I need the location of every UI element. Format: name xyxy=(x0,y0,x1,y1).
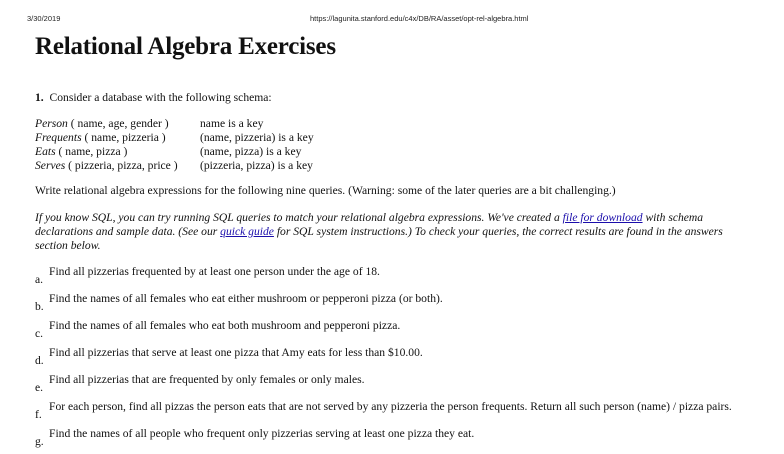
query-label: d. xyxy=(35,354,44,367)
schema-row xyxy=(35,131,314,145)
print-url: https://lagunita.stanford.edu/c4x/DB/RA/asset/opt-rel-algebra.html xyxy=(310,14,529,23)
query-text: Find the names of all people who frequent only pizzerias serving at least one pizza they eat. xyxy=(49,427,475,440)
file-download-link[interactable]: file for download xyxy=(562,211,643,224)
query-item xyxy=(35,373,775,400)
query-text: Find all pizzerias that serve at least one pizza that Amy eats for less than $10.00. xyxy=(49,346,423,359)
print-date: 3/30/2019 xyxy=(27,14,61,23)
relation-attrs: ( name, age, gender ) xyxy=(67,117,169,130)
schema-row xyxy=(35,159,314,173)
query-text: Find all pizzerias frequented by at least one person under the age of 18. xyxy=(49,265,380,278)
schema-table xyxy=(35,117,314,173)
relation-key: (name, pizza) is a key xyxy=(200,145,302,158)
question-number: 1. xyxy=(35,91,44,104)
relation-key: (name, pizzeria) is a key xyxy=(200,131,314,144)
page-title: Relational Algebra Exercises xyxy=(35,33,336,60)
query-item xyxy=(35,346,775,373)
relation-attrs: ( name, pizzeria ) xyxy=(81,131,166,144)
schema-row xyxy=(35,117,314,131)
quick-guide-link[interactable]: quick guide xyxy=(220,225,274,238)
query-label: c. xyxy=(35,327,44,340)
question-text: Consider a database with the following schema: xyxy=(49,91,272,104)
query-item xyxy=(35,292,775,319)
relation-name: Person xyxy=(35,117,68,130)
relation-attrs: ( pizzeria, pizza, price ) xyxy=(65,159,178,172)
relation-name: Frequents xyxy=(35,131,82,144)
relation-key: name is a key xyxy=(200,117,264,130)
query-item xyxy=(35,265,775,292)
sql-note-text: for SQL system instructions.) To check your queries, the correct results are found in the answers section below. xyxy=(35,225,723,252)
query-label: e. xyxy=(35,381,44,394)
instructions: Write relational algebra expressions for the following nine queries. (Warning: some of the later queries are a bit challenging.) xyxy=(35,184,616,197)
sql-note xyxy=(35,211,750,253)
relation-key: (pizzeria, pizza) is a key xyxy=(200,159,313,172)
query-label: a. xyxy=(35,273,44,286)
query-text: For each person, find all pizzas the person eats that are not served by any pizzeria the person frequents. Return all such person (name) / pizza pairs. xyxy=(49,400,732,413)
query-label: b. xyxy=(35,300,44,313)
sql-note-text: with schema declarations and sample data. (See our xyxy=(35,211,704,238)
relation-attrs: ( name, pizza ) xyxy=(55,145,128,158)
sql-note-text: If you know SQL, you can try running SQL queries to match your relational algebra expressions. We've created a xyxy=(35,211,563,224)
relation-name: Serves xyxy=(35,159,66,172)
query-label: f. xyxy=(35,408,42,421)
query-item xyxy=(35,319,775,346)
query-item xyxy=(35,400,775,427)
query-text: Find all pizzerias that are frequented by only females or only males. xyxy=(49,373,365,386)
query-label: g. xyxy=(35,435,44,448)
query-text: Find the names of all females who eat either mushroom or pepperoni pizza (or both). xyxy=(49,292,443,305)
relation-name: Eats xyxy=(35,145,56,158)
question-1 xyxy=(35,91,272,104)
schema-row xyxy=(35,145,314,159)
query-text: Find the names of all females who eat both mushroom and pepperoni pizza. xyxy=(49,319,401,332)
